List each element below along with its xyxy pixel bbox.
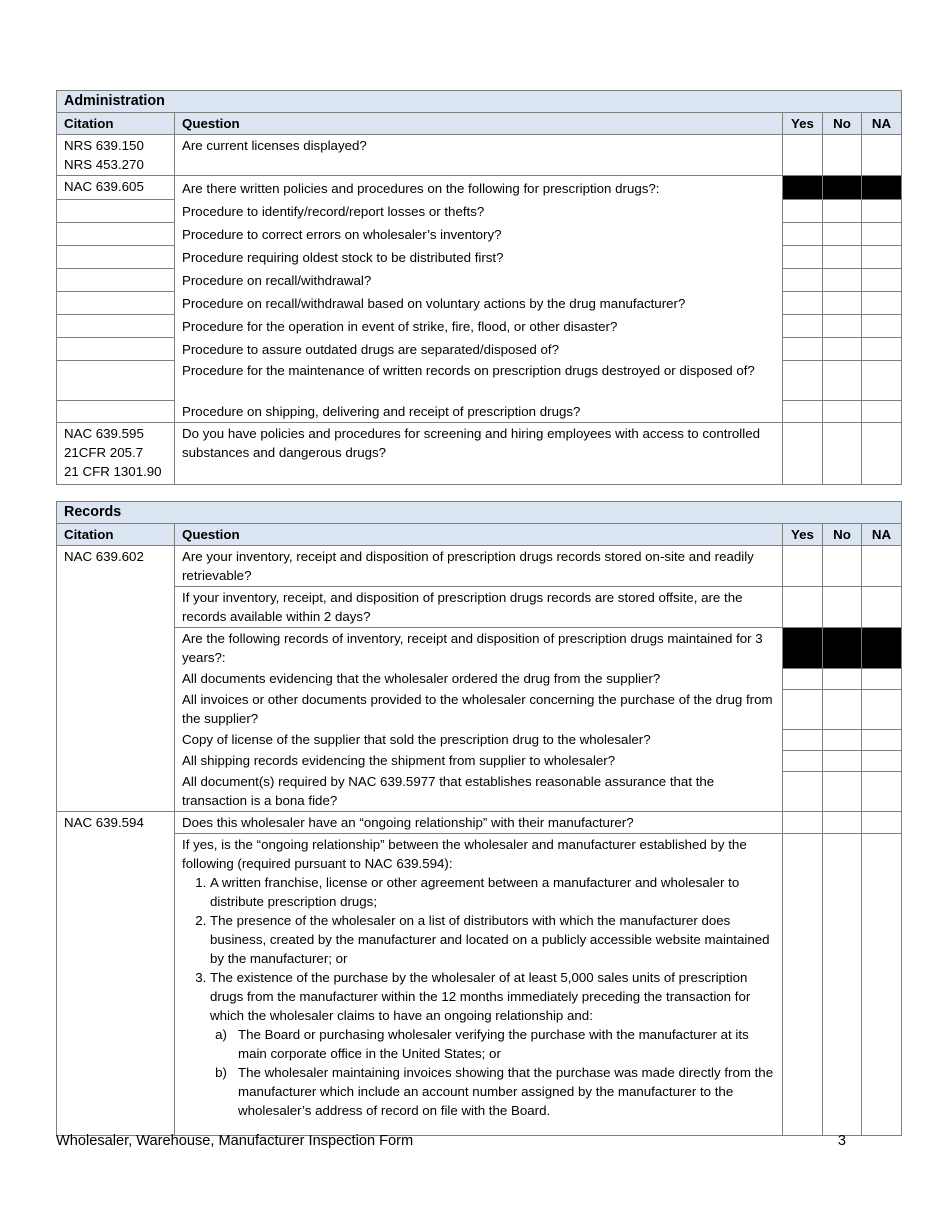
citation-cell: NAC 639.602: [57, 546, 175, 812]
page-number: 3: [837, 1133, 846, 1149]
list-item: a. The Board or purchasing wholesaler verifying the purchase with the manufacturer at its main corporate office in the United States; or: [238, 1025, 775, 1063]
table-row: [57, 668, 902, 689]
citation-cell: NAC 639.594: [57, 812, 175, 1136]
na-checkbox[interactable]: [862, 587, 902, 628]
column-header-no: No: [823, 524, 862, 546]
numbered-list: [182, 873, 775, 1120]
table-row: [57, 314, 902, 337]
na-checkbox[interactable]: [862, 771, 902, 812]
yes-checkbox[interactable]: [783, 135, 823, 176]
yes-checkbox[interactable]: [783, 546, 823, 587]
no-checkbox[interactable]: [823, 199, 862, 222]
table-row: [57, 750, 902, 771]
section-title: Administration: [57, 91, 902, 113]
table-row: [57, 834, 902, 1136]
question-cell: All invoices or other documents provided to the wholesaler concerning the purchase of the drug from the supplier?: [175, 689, 783, 729]
na-checkbox[interactable]: [862, 689, 902, 729]
na-checkbox[interactable]: [862, 268, 902, 291]
question-cell: Procedure on shipping, delivering and receipt of prescription drugs?: [175, 400, 783, 423]
table-row: [57, 176, 902, 200]
citation-cell: NAC 639.595 21CFR 205.7 21 CFR 1301.90: [57, 423, 175, 485]
question-cell: All documents evidencing that the wholesaler ordered the drug from the supplier?: [175, 668, 783, 689]
na-checkbox[interactable]: [862, 423, 902, 485]
answer-blackout: [783, 176, 823, 200]
table-row: [57, 245, 902, 268]
column-header-question: Question: [175, 524, 783, 546]
list-item: 3. The existence of the purchase by the wholesaler of at least 5,000 sales units of prescription drugs from the manufacturer within the 12 months immediately preceding the transaction for which the wholesaler claims to have an ongoing relationship and: a. The Board or purchasing wholesaler verifying the purchase with the manufacturer at its main corporate office in the United States; or b. The wholesaler maintaining invoices showing that the purchase was made directly from the manufacturer which include an account number assigned by the manufacturer to the wholesaler’s address of record on file with the Board.: [210, 968, 775, 1120]
question-cell: [175, 834, 783, 1136]
citation-cell: NRS 639.150 NRS 453.270: [57, 135, 175, 176]
na-checkbox[interactable]: [862, 360, 902, 400]
question-cell: All document(s) required by NAC 639.5977 that establishes reasonable assurance that the transaction is a bona fide?: [175, 771, 783, 812]
na-checkbox[interactable]: [862, 199, 902, 222]
list-item: 1. A written franchise, license or other agreement between a manufacturer and wholesaler to distribute prescription drugs;: [210, 873, 775, 911]
list-item: b. The wholesaler maintaining invoices showing that the purchase was made directly from the manufacturer which include an account number assigned by the manufacturer to the wholesaler’s address of record on file with the Board.: [238, 1063, 775, 1120]
no-checkbox[interactable]: [823, 729, 862, 750]
answer-blackout: [823, 628, 862, 669]
citation-cell: [57, 222, 175, 245]
na-checkbox[interactable]: [862, 812, 902, 834]
citation-cell: [57, 245, 175, 268]
question-cell: If your inventory, receipt, and disposition of prescription drugs records are stored offsite, are the records available within 2 days?: [175, 587, 783, 628]
list-item: 2. The presence of the wholesaler on a list of distributors with which the manufacturer does business, created by the manufacturer and located on a publicly accessible website maintained by the manufacturer; or: [210, 911, 775, 968]
no-checkbox[interactable]: [823, 314, 862, 337]
table-row: [57, 268, 902, 291]
na-checkbox[interactable]: [862, 834, 902, 1136]
yes-checkbox[interactable]: [783, 750, 823, 771]
no-checkbox[interactable]: [823, 812, 862, 834]
form-title: Wholesaler, Warehouse, Manufacturer Inspection Form: [56, 1133, 414, 1149]
question-cell: Do you have policies and procedures for screening and hiring employees with access to controlled substances and dangerous drugs?: [175, 423, 783, 485]
no-checkbox[interactable]: [823, 268, 862, 291]
no-checkbox[interactable]: [823, 689, 862, 729]
no-checkbox[interactable]: [823, 291, 862, 314]
question-cell: Procedure to correct errors on wholesaler’s inventory?: [175, 222, 783, 245]
na-checkbox[interactable]: [862, 668, 902, 689]
citation-cell: [57, 268, 175, 291]
no-checkbox[interactable]: [823, 750, 862, 771]
na-checkbox[interactable]: [862, 135, 902, 176]
no-checkbox[interactable]: [823, 771, 862, 812]
yes-checkbox[interactable]: [783, 834, 823, 1136]
no-checkbox[interactable]: [823, 360, 862, 400]
yes-checkbox[interactable]: [783, 268, 823, 291]
table-row: [57, 546, 902, 587]
table-row: [57, 628, 902, 669]
column-header-na: NA: [862, 113, 902, 135]
no-checkbox[interactable]: [823, 245, 862, 268]
column-header-no: No: [823, 113, 862, 135]
yes-checkbox[interactable]: [783, 222, 823, 245]
answer-blackout: [823, 176, 862, 200]
no-checkbox[interactable]: [823, 546, 862, 587]
table-row: [57, 587, 902, 628]
answer-blackout: [862, 176, 902, 200]
question-cell: Procedure for the maintenance of written records on prescription drugs destroyed or disposed of?: [175, 360, 783, 400]
question-cell: Are your inventory, receipt and disposition of prescription drugs records stored on-site and readily retrievable?: [175, 546, 783, 587]
no-checkbox[interactable]: [823, 423, 862, 485]
table-row: [57, 400, 902, 423]
yes-checkbox[interactable]: [783, 291, 823, 314]
na-checkbox[interactable]: [862, 546, 902, 587]
question-cell: Procedure requiring oldest stock to be distributed first?: [175, 245, 783, 268]
question-cell: Are current licenses displayed?: [175, 135, 783, 176]
question-cell: All shipping records evidencing the shipment from supplier to wholesaler?: [175, 750, 783, 771]
na-checkbox[interactable]: [862, 750, 902, 771]
question-cell: Procedure to identify/record/report losses or thefts?: [175, 199, 783, 222]
na-checkbox[interactable]: [862, 314, 902, 337]
table-row: [57, 222, 902, 245]
no-checkbox[interactable]: [823, 222, 862, 245]
citation-cell: [57, 314, 175, 337]
table-row: [57, 135, 902, 176]
yes-checkbox[interactable]: [783, 400, 823, 423]
column-header-citation: Citation: [57, 113, 175, 135]
question-cell: Are there written policies and procedures on the following for prescription drugs?:: [175, 176, 783, 200]
na-checkbox[interactable]: [862, 337, 902, 360]
yes-checkbox[interactable]: [783, 423, 823, 485]
citation-cell: NAC 639.605: [57, 176, 175, 200]
no-checkbox[interactable]: [823, 135, 862, 176]
answer-blackout: [862, 628, 902, 669]
no-checkbox[interactable]: [823, 587, 862, 628]
na-checkbox[interactable]: [862, 222, 902, 245]
table-row: [57, 423, 902, 485]
no-checkbox[interactable]: [823, 834, 862, 1136]
table-row: [57, 199, 902, 222]
citation-cell: [57, 337, 175, 360]
table-row: [57, 771, 902, 812]
records-table: [56, 501, 902, 1136]
question-cell: Are the following records of inventory, receipt and disposition of prescription drugs maintained for 3 years?:: [175, 628, 783, 669]
citation-cell: [57, 360, 175, 400]
question-cell: Procedure on recall/withdrawal based on voluntary actions by the drug manufacturer?: [175, 291, 783, 314]
table-row: [57, 337, 902, 360]
question-cell: Does this wholesaler have an “ongoing relationship” with their manufacturer?: [175, 812, 783, 834]
yes-checkbox[interactable]: [783, 199, 823, 222]
column-header-question: Question: [175, 113, 783, 135]
no-checkbox[interactable]: [823, 668, 862, 689]
na-checkbox[interactable]: [862, 291, 902, 314]
yes-checkbox[interactable]: [783, 314, 823, 337]
column-header-citation: Citation: [57, 524, 175, 546]
yes-checkbox[interactable]: [783, 771, 823, 812]
na-checkbox[interactable]: [862, 400, 902, 423]
column-header-yes: Yes: [783, 524, 823, 546]
question-cell: Procedure to assure outdated drugs are separated/disposed of?: [175, 337, 783, 360]
no-checkbox[interactable]: [823, 400, 862, 423]
yes-checkbox[interactable]: [783, 668, 823, 689]
column-header-yes: Yes: [783, 113, 823, 135]
yes-checkbox[interactable]: [783, 729, 823, 750]
lettered-list: [210, 1025, 775, 1120]
table-row: [57, 291, 902, 314]
question-cell: Copy of license of the supplier that sold the prescription drug to the wholesaler?: [175, 729, 783, 750]
yes-checkbox[interactable]: [783, 587, 823, 628]
yes-checkbox[interactable]: [783, 360, 823, 400]
section-title: Records: [57, 502, 902, 524]
yes-checkbox[interactable]: [783, 245, 823, 268]
question-cell: Procedure for the operation in event of strike, fire, flood, or other disaster?: [175, 314, 783, 337]
table-row: [57, 812, 902, 834]
na-checkbox[interactable]: [862, 245, 902, 268]
page-footer: [56, 1133, 846, 1149]
yes-checkbox[interactable]: [783, 689, 823, 729]
column-header-na: NA: [862, 524, 902, 546]
answer-blackout: [783, 628, 823, 669]
na-checkbox[interactable]: [862, 729, 902, 750]
yes-checkbox[interactable]: [783, 337, 823, 360]
citation-cell: [57, 291, 175, 314]
yes-checkbox[interactable]: [783, 812, 823, 834]
citation-cell: [57, 199, 175, 222]
question-cell: Procedure on recall/withdrawal?: [175, 268, 783, 291]
table-row: [57, 360, 902, 400]
administration-table: [56, 90, 902, 485]
table-row: [57, 729, 902, 750]
citation-cell: [57, 400, 175, 423]
table-row: [57, 689, 902, 729]
question-intro: If yes, is the “ongoing relationship” between the wholesaler and manufacturer established by the following (required pursuant to NAC 639.594):: [182, 837, 747, 871]
no-checkbox[interactable]: [823, 337, 862, 360]
